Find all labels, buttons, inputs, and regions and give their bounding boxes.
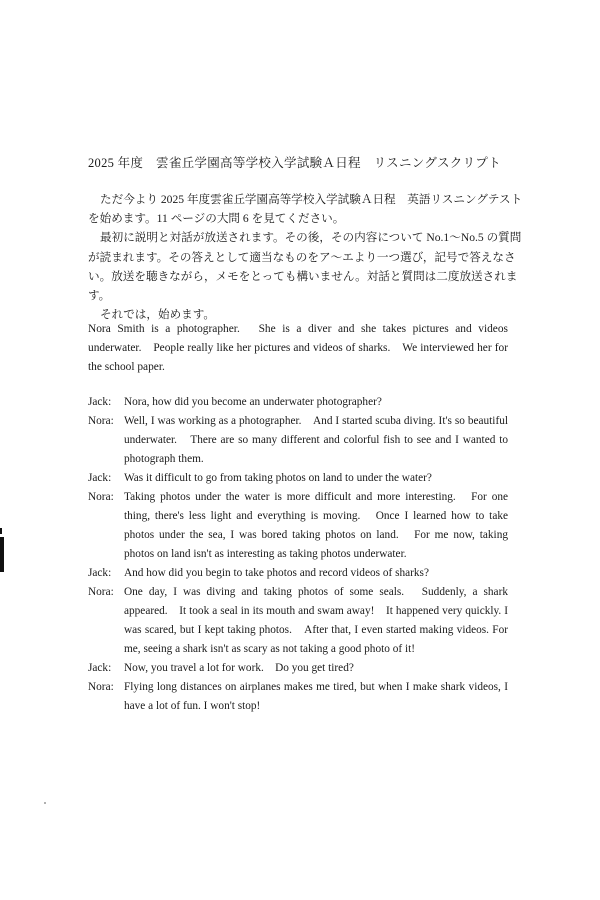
scan-margin-mark xyxy=(0,528,2,534)
speaker-label: Jack: xyxy=(88,396,112,408)
instruction-paragraph-2: 最初に説明と対話が放送されます。その後，その内容について No.1～No.5 の質問が読まれます。その答えとして適当なものをア～エより一つ選び，記号で答えなさい。放送を聴きながら，メモをとっても構いません。対話と質問は二度放送されます。 xyxy=(88,231,522,303)
dialogue-line: Well, I was working as a photographer. And I started scuba diving. It's so beautiful underwater. There are so many different and colorful fish to see and I wanted to photograph them. xyxy=(124,415,508,465)
dialogue-turn xyxy=(88,583,508,659)
dialogue-turn xyxy=(88,412,508,469)
dialogue-line: And how did you begin to take photos and record videos of sharks? xyxy=(124,567,429,579)
scan-speck xyxy=(44,802,46,804)
dialogue-line: Was it difficult to go from taking photos on land to under the water? xyxy=(124,472,432,484)
dialogue xyxy=(88,393,508,716)
speaker-label: Nora: xyxy=(88,491,114,503)
speaker-label: Jack: xyxy=(88,567,112,579)
dialogue-line: Taking photos under the water is more difficult and more interesting. For one thing, there's less light and everything is moving. Once I learned how to take photos under the sea, I was bored taking photos on land. For me now, taking photos on land isn't as interesting as taking photos underwater. xyxy=(124,491,508,560)
speaker-label: Nora: xyxy=(88,415,114,427)
narration-paragraph: Nora Smith is a photographer. She is a diver and she takes pictures and videos underwater. People really like her pictures and videos of sharks. We interviewed her for the school paper. xyxy=(88,323,508,373)
script-title: 2025 年度 雲雀丘学園高等学校入学試験Ａ日程 リスニングスクリプト xyxy=(88,156,502,170)
dialogue-turn xyxy=(88,678,508,716)
instruction-paragraph-3: それでは，始めます。 xyxy=(100,308,216,322)
dialogue-line: One day, I was diving and taking photos of some seals. Suddenly, a shark appeared. It took a seal in its mouth and swam away! It happened very quickly. I was scared, but I kept taking photos. After that, I even started making videos. For me, seeing a shark isn't as scary as not taking a good photo of it! xyxy=(124,586,508,655)
dialogue-line: Now, you travel a lot for work. Do you get tired? xyxy=(124,662,354,674)
dialogue-turn xyxy=(88,393,508,412)
speaker-label: Jack: xyxy=(88,662,112,674)
dialogue-turn xyxy=(88,564,508,583)
dialogue-turn xyxy=(88,488,508,564)
instruction-paragraph-1: ただ今より 2025 年度雲雀丘学園高等学校入学試験Ａ日程 英語リスニングテストを始めます。11 ページの大問 6 を見てください。 xyxy=(88,193,523,226)
dialogue-turn xyxy=(88,659,508,678)
dialogue-line: Nora, how did you become an underwater photographer? xyxy=(124,396,382,408)
speaker-label: Jack: xyxy=(88,472,112,484)
scan-margin-mark xyxy=(0,537,4,572)
speaker-label: Nora: xyxy=(88,681,114,693)
japanese-instructions xyxy=(88,190,524,324)
dialogue-line: Flying long distances on airplanes makes me tired, but when I make shark videos, I have a lot of fun. I won't stop! xyxy=(124,681,508,712)
speaker-label: Nora: xyxy=(88,586,114,598)
dialogue-turn xyxy=(88,469,508,488)
